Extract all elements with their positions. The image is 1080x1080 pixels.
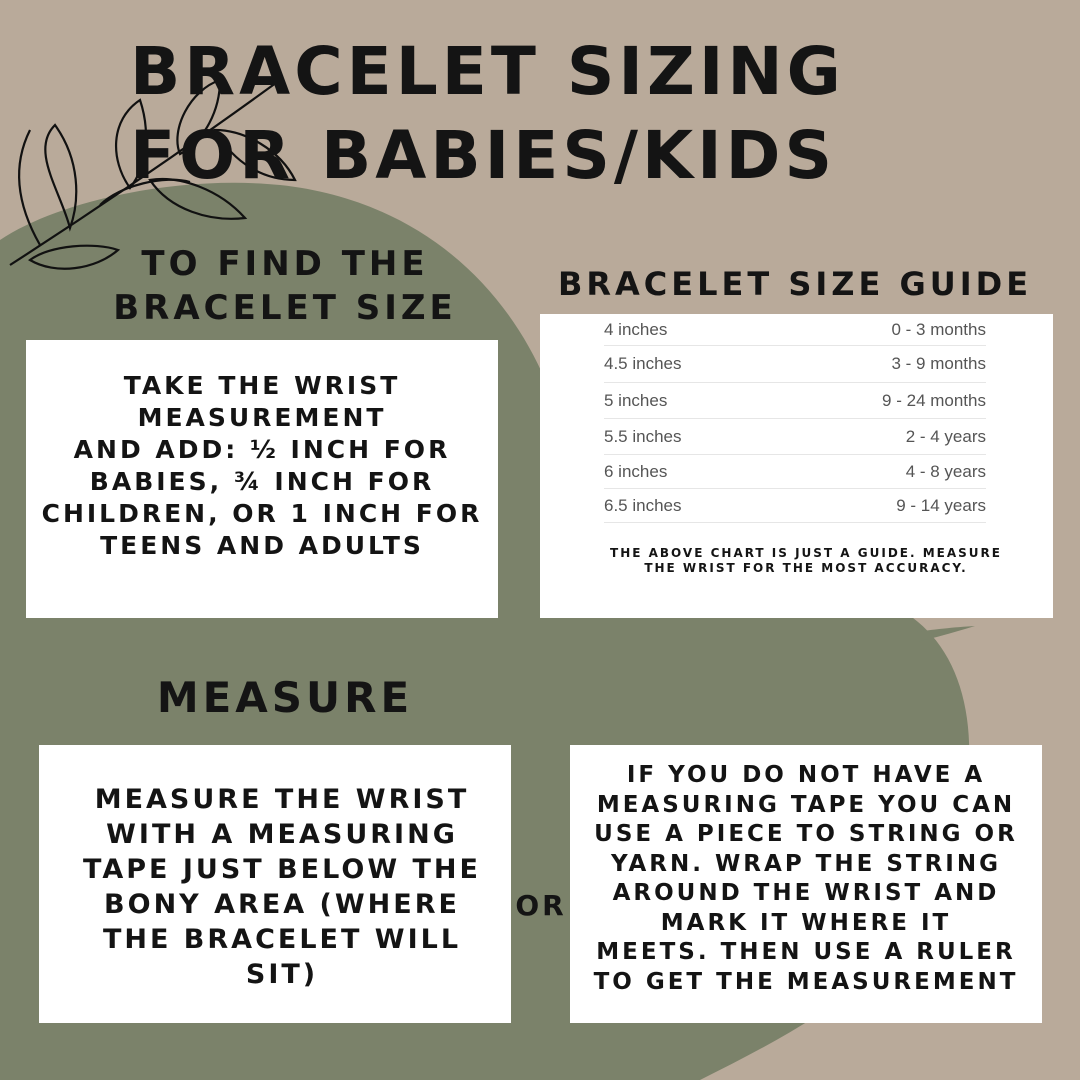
instruction-line: USE A PIECE TO STRING OR [594,821,1018,847]
instruction-line: TAKE THE WRIST [123,371,401,400]
instruction-line: MEASUREMENT [137,403,387,432]
instruction-line: MARK IT WHERE IT [660,909,952,936]
measure-tape-instructions [39,782,525,992]
page-title [130,30,950,198]
instruction-line: WITH A MEASURING [106,819,458,850]
instruction-line: BONY AREA (WHERE [104,889,460,920]
find-size-instructions [26,370,498,562]
size-guide-heading: BRACELET SIZE GUIDE [557,265,1033,303]
instruction-line: THE BRACELET WILL [102,924,462,955]
string-method-instructions [570,761,1042,997]
size-cell: 5 inches [604,390,668,410]
find-size-heading-line-2: BRACELET SIZE [113,288,457,328]
instruction-line: TAPE JUST BELOW THE [83,854,481,885]
string-method-card [570,745,1042,1023]
title-line-2: FOR BABIES/KIDS [130,117,836,194]
instruction-line: AROUND THE WRIST AND [612,880,1000,906]
note-line: THE WRIST FOR THE MOST ACCURACY. [644,561,968,575]
table-row [604,315,986,346]
instruction-line: CHILDREN, OR 1 INCH FOR [41,499,483,528]
find-size-heading-line-1: TO FIND THE [141,244,429,284]
table-row [604,455,986,489]
instruction-line: BABIES, ¾ INCH FOR [89,467,435,496]
note-line: THE ABOVE CHART IS JUST A GUIDE. MEASURE [610,546,1002,560]
size-cell: 5.5 inches [604,426,682,446]
find-size-card [26,340,498,618]
age-cell: 2 - 4 years [905,426,986,446]
table-row [604,346,986,383]
or-label: OR [515,889,567,922]
size-cell: 6.5 inches [604,495,682,515]
age-cell: 9 - 14 years [896,495,986,515]
instruction-line: TO GET THE MEASUREMENT [593,968,1019,995]
table-row [604,489,986,523]
instruction-line: MEASURE THE WRIST [94,784,470,815]
instruction-line: YARN. WRAP THE STRING [610,850,1001,877]
instruction-line: MEETS. THEN USE A RULER [596,939,1016,965]
instruction-line: TEENS AND ADULTS [100,531,424,560]
age-cell: 0 - 3 months [891,320,986,339]
instruction-line: SIT) [245,959,319,990]
size-cell: 6 inches [604,461,668,481]
size-cell: 4 inches [604,320,668,339]
table-row [604,419,986,455]
size-guide-note [560,546,1052,576]
instruction-line: AND ADD: ½ INCH FOR [73,435,451,464]
age-cell: 3 - 9 months [891,354,986,373]
instruction-line: IF YOU DO NOT HAVE A [626,762,986,788]
size-cell: 4.5 inches [604,354,682,373]
measure-heading: MEASURE [156,673,414,722]
measure-tape-card [39,745,511,1023]
size-table [604,315,986,523]
age-cell: 9 - 24 months [882,390,986,410]
title-line-1: BRACELET SIZING [130,33,845,110]
table-row [604,383,986,419]
age-cell: 4 - 8 years [905,461,986,481]
instruction-line: MEASURING TAPE YOU CAN [596,791,1016,818]
find-size-heading [60,242,510,330]
